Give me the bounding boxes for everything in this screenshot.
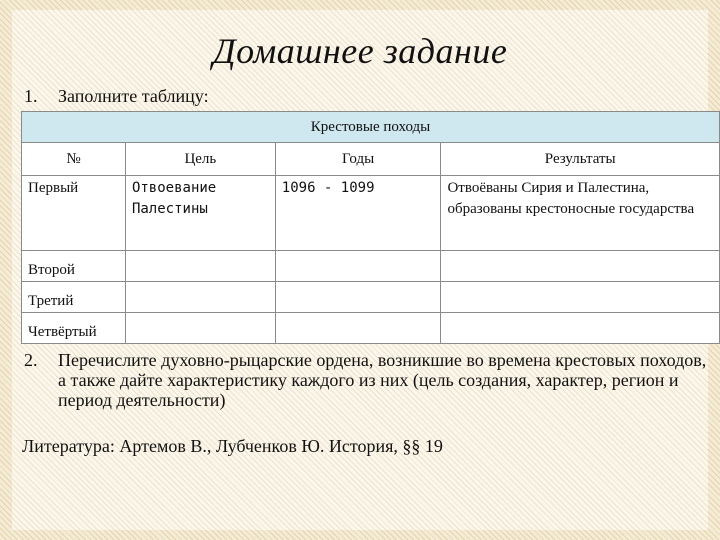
table-cell: Отвоевание Палестины (125, 176, 275, 251)
table-cell[interactable] (125, 251, 275, 282)
table-cell: 1096 - 1099 (275, 176, 441, 251)
column-header-goal: Цель (125, 143, 275, 176)
table-row (22, 251, 720, 282)
table-cell: Первый (22, 176, 126, 251)
literature-reference: Литература: Артемов В., Лубченков Ю. История, §§ 19 (22, 436, 443, 456)
task-1-number: 1. (24, 86, 38, 106)
page-title: Домашнее задание (212, 31, 508, 71)
table-cell[interactable] (441, 251, 720, 282)
table-row (22, 282, 720, 313)
table-cell: Отвоёваны Сирия и Палестина, образованы крестоносные государства (441, 176, 720, 251)
table-row (22, 313, 720, 344)
table-cell[interactable] (125, 313, 275, 344)
task-2-number: 2. (24, 350, 38, 370)
table-cell[interactable] (125, 282, 275, 313)
task-1-text: Заполните таблицу: (58, 86, 209, 106)
table-cell[interactable] (275, 313, 441, 344)
task-1 (24, 86, 209, 107)
table-cell[interactable] (275, 282, 441, 313)
table-cell[interactable] (275, 251, 441, 282)
table-caption: Крестовые походы (22, 112, 720, 143)
table-cell: Второй (22, 251, 126, 282)
column-header-results: Результаты (441, 143, 720, 176)
crusades-table (21, 111, 720, 344)
table-cell: Четвёртый (22, 313, 126, 344)
table-cell: Третий (22, 282, 126, 313)
task-2 (24, 350, 714, 410)
table-row (22, 176, 720, 251)
table-cell[interactable] (441, 313, 720, 344)
table-cell[interactable] (441, 282, 720, 313)
task-2-text: Перечислите духовно-рыцарские ордена, возникшие во времена крестовых походов, а также дайте характеристику каждого из них (цель создания, характер, регион и период деятельности) (58, 350, 707, 410)
column-header-number: № (22, 143, 126, 176)
column-header-years: Годы (275, 143, 441, 176)
